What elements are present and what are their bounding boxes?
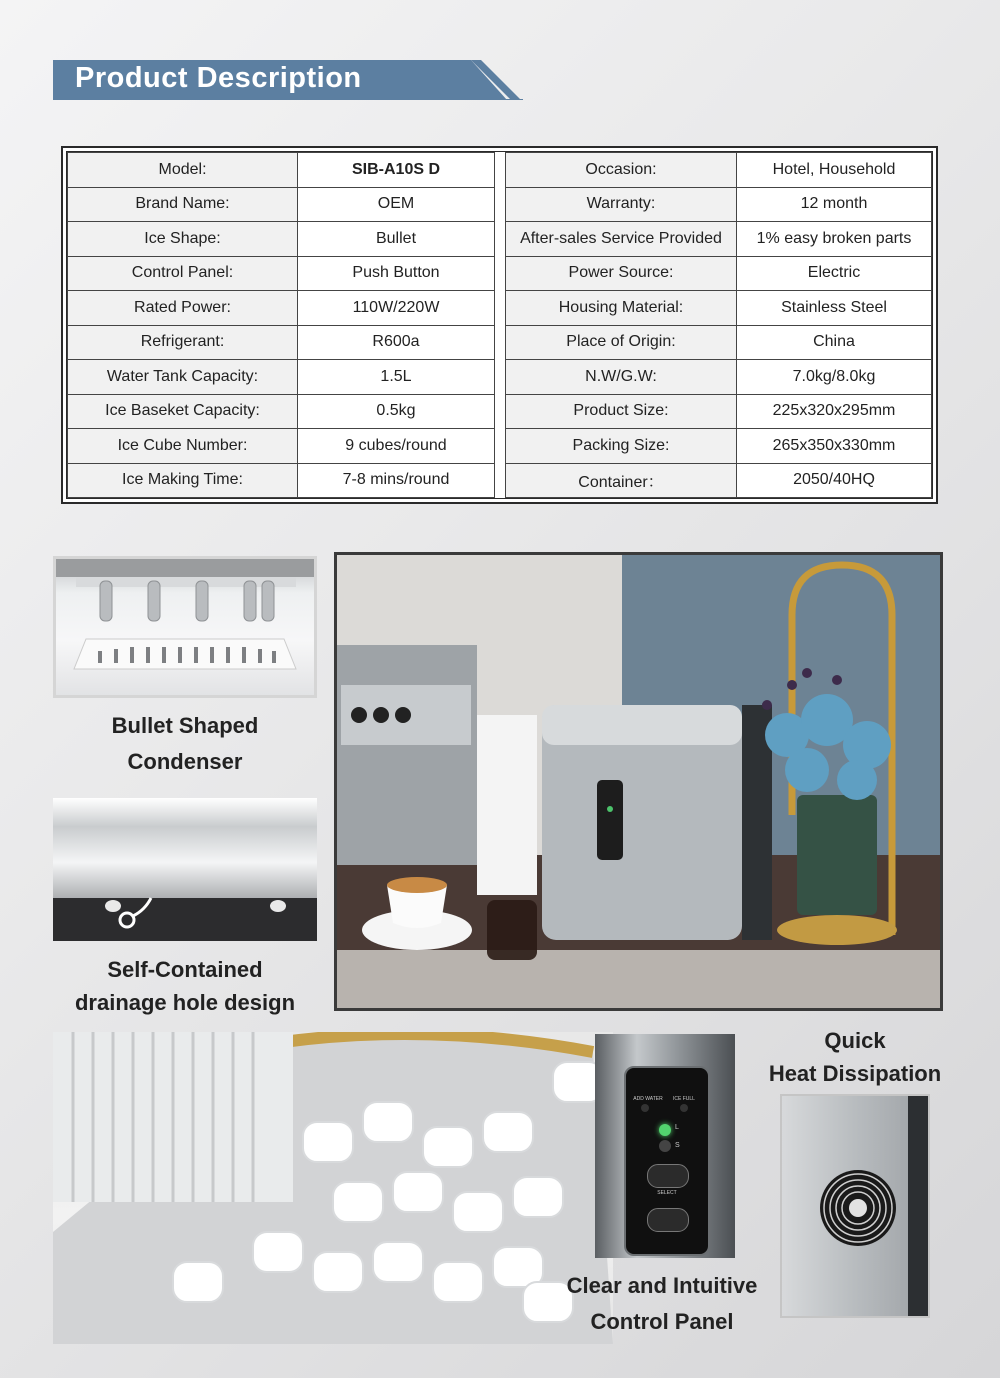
spec-value: China: [737, 325, 932, 360]
spec-row: [68, 360, 495, 395]
spec-value: Bullet: [298, 222, 495, 257]
spec-value: 1.5L: [298, 360, 495, 395]
condenser-caption-line2: Condenser: [127, 749, 243, 774]
spec-row: [68, 463, 495, 498]
spec-label: Control Panel:: [68, 256, 298, 291]
section-banner: [53, 60, 523, 100]
spec-label: Brand Name:: [68, 187, 298, 222]
drainage-caption-line2: drainage hole design: [74, 990, 296, 1015]
heat-caption-line2: Heat Dissipation: [768, 1061, 942, 1086]
spec-table: [61, 146, 938, 504]
spec-label: After-sales Service Provided: [506, 222, 737, 257]
spec-value: 2050/40HQ: [737, 463, 932, 498]
spec-label: N.W/G.W:: [506, 360, 737, 395]
fan-photo: [780, 1094, 930, 1318]
spec-value: OEM: [298, 187, 495, 222]
control-panel-photo: [595, 1034, 735, 1258]
panel-caption: [546, 1268, 778, 1340]
spec-value: R600a: [298, 325, 495, 360]
small-label: S: [675, 1142, 680, 1149]
spec-label: Refrigerant:: [68, 325, 298, 360]
page-title: Product Description: [75, 62, 362, 94]
large-label: L: [675, 1124, 679, 1131]
spec-value: 265x350x330mm: [737, 429, 932, 464]
small-indicator-light: [659, 1140, 671, 1152]
panel-caption-line2: Control Panel: [590, 1309, 734, 1334]
panel-caption-line1: Clear and Intuitive: [566, 1273, 758, 1298]
spec-value: 7.0kg/8.0kg: [737, 360, 932, 395]
spec-table-right: [505, 152, 932, 498]
spec-label: Packing Size:: [506, 429, 737, 464]
spec-row: [68, 153, 495, 188]
spec-label: Ice Shape:: [68, 222, 298, 257]
spec-value: Electric: [737, 256, 932, 291]
spec-row: [506, 256, 932, 291]
spec-label: Warranty:: [506, 187, 737, 222]
spec-row: [68, 325, 495, 360]
condenser-photo: [53, 556, 317, 698]
spec-row: [68, 256, 495, 291]
spec-label: Product Size:: [506, 394, 737, 429]
fan-icon: [782, 1096, 928, 1316]
spec-row: [506, 291, 932, 326]
spec-label: Water Tank Capacity:: [68, 360, 298, 395]
heat-caption: [750, 1024, 960, 1090]
spec-row: [506, 325, 932, 360]
spec-value: 110W/220W: [298, 291, 495, 326]
heat-caption-line1: Quick: [824, 1028, 886, 1053]
condenser-caption-line1: Bullet Shaped: [111, 713, 259, 738]
add-water-indicator: [641, 1104, 649, 1112]
spec-value: SIB-A10S D: [298, 153, 495, 188]
select-label: SELECT: [657, 1190, 677, 1196]
spec-row: [68, 187, 495, 222]
ice-full-indicator: [680, 1104, 688, 1112]
spec-value: Hotel, Household: [737, 153, 932, 188]
spec-label: Housing Material:: [506, 291, 737, 326]
spec-value: 225x320x295mm: [737, 394, 932, 429]
ice-maker-photo: [334, 552, 943, 1011]
spec-value: 0.5kg: [298, 394, 495, 429]
power-button[interactable]: [647, 1208, 689, 1232]
spec-label: Ice Baseket Capacity:: [68, 394, 298, 429]
spec-label: Model:: [68, 153, 298, 188]
spec-value: Stainless Steel: [737, 291, 932, 326]
spec-label: Ice Making Time:: [68, 463, 298, 498]
condenser-illustration: [56, 559, 314, 695]
control-panel-face: [624, 1066, 710, 1256]
spec-label: Place of Origin:: [506, 325, 737, 360]
condenser-caption: [53, 708, 317, 780]
select-button[interactable]: [647, 1164, 689, 1188]
ice-cubes-scene: [53, 1032, 613, 1344]
spec-label: Ice Cube Number:: [68, 429, 298, 464]
spec-label: Power Source:: [506, 256, 737, 291]
spec-table-left: [67, 152, 495, 498]
drainage-photo: [53, 798, 317, 941]
spec-row: [506, 153, 932, 188]
spec-row: [68, 222, 495, 257]
spec-value: 12 month: [737, 187, 932, 222]
ice-full-label: ICE FULL: [673, 1096, 695, 1102]
spec-row: [506, 463, 932, 498]
spec-row: [506, 187, 932, 222]
ice-maker-scene: [337, 555, 940, 1008]
drainage-caption: [53, 953, 317, 1019]
drainage-caption-line1: Self-Contained: [107, 957, 263, 982]
spec-table-inner: [66, 151, 933, 499]
large-indicator-light: [659, 1124, 671, 1136]
drainage-illustration: [53, 798, 317, 941]
spec-label: Rated Power:: [68, 291, 298, 326]
spec-row: [506, 222, 932, 257]
spec-row: [68, 291, 495, 326]
spec-row: [506, 429, 932, 464]
spec-label: Occasion:: [506, 153, 737, 188]
spec-value: 9 cubes/round: [298, 429, 495, 464]
spec-row: [68, 394, 495, 429]
spec-row: [506, 360, 932, 395]
spec-value: 1% easy broken parts: [737, 222, 932, 257]
spec-row: [68, 429, 495, 464]
spec-value: 7-8 mins/round: [298, 463, 495, 498]
spec-value: Push Button: [298, 256, 495, 291]
spec-row: [506, 394, 932, 429]
spec-label: Container：: [506, 463, 737, 498]
add-water-label: ADD WATER: [633, 1096, 663, 1102]
ice-cubes-photo: [53, 1032, 613, 1344]
